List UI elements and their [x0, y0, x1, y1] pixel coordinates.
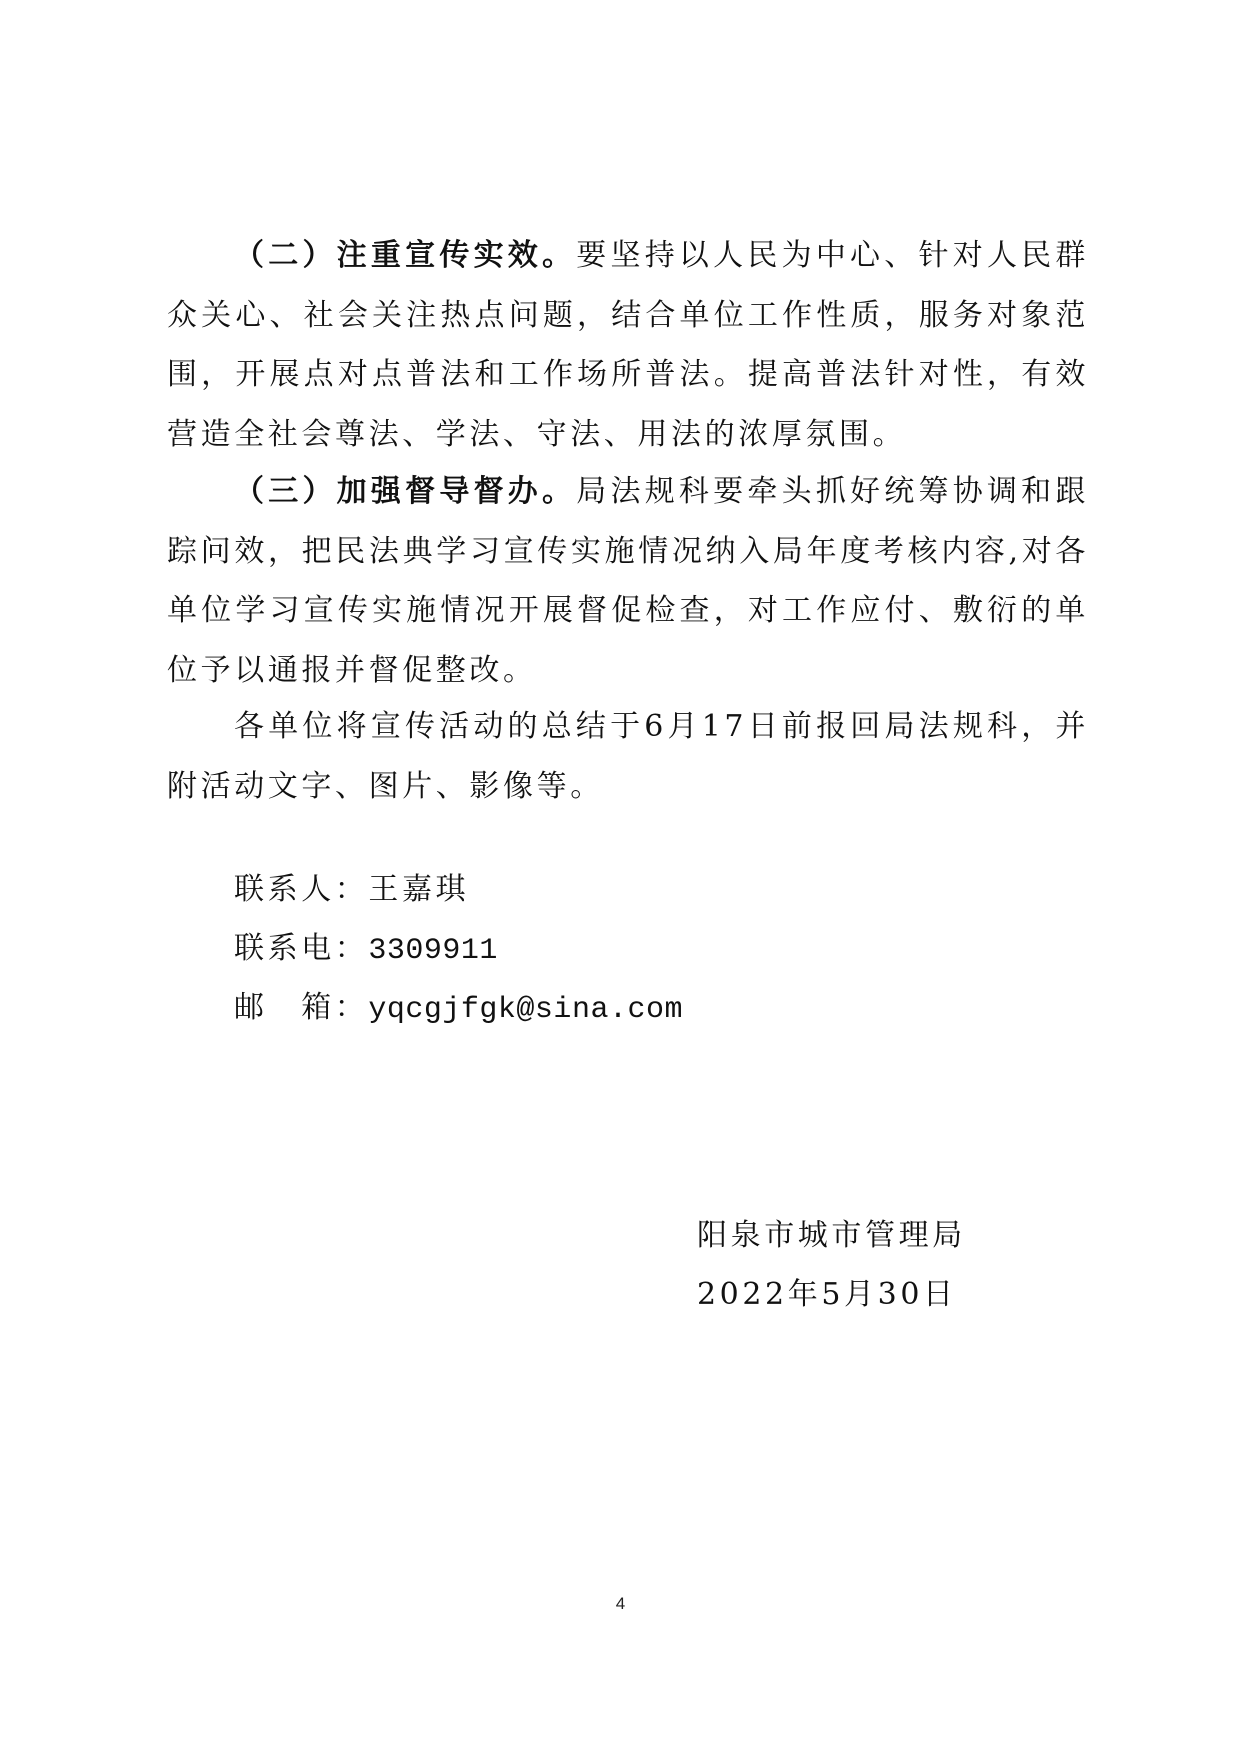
contact-phone-line [234, 929, 498, 971]
section-three-paragraph [167, 462, 1089, 700]
contact-email-line [234, 988, 683, 1030]
summary-deadline-body: 各单位将宣传活动的总结于6月17日前报回局法规科，并附活动文字、图片、影像等。 [167, 709, 1089, 804]
signature-organization: 阳泉市城市管理局 [697, 1218, 966, 1253]
section-three-heading: （三）加强督导督办。 [234, 474, 577, 509]
contact-person-label: 联系人： [234, 872, 369, 907]
contact-email-label: 邮 箱： [234, 990, 369, 1025]
contact-person-value: 王嘉琪 [368, 872, 470, 907]
signature-date: 2022年5月30日 [697, 1277, 957, 1312]
summary-deadline-paragraph [167, 697, 1089, 816]
contact-phone-value: 3309911 [368, 934, 498, 968]
contact-person-line [234, 870, 469, 910]
section-two-body: 要坚持以人民为中心、针对人民群众关心、社会关注热点问题，结合单位工作性质，服务对象范围，开展点对点普法和工作场所普法。提高普法针对性，有效营造全社会尊法、学法、守法、用法的浓厚氛围。 [167, 238, 1089, 452]
section-two-heading: （二）注重宣传实效。 [234, 238, 577, 273]
contact-email-value: yqcgjfgk@sina.com [368, 993, 683, 1027]
page-number: 4 [615, 1594, 626, 1613]
section-two-paragraph [167, 226, 1089, 464]
contact-phone-label: 联系电： [234, 931, 369, 966]
section-three-body: 局法规科要牵头抓好统筹协调和跟踪问效，把民法典学习宣传实施情况纳入局年度考核内容,对各单位学习宣传实施情况开展督促检查，对工作应付、敷衍的单位予以通报并督促整改。 [167, 474, 1089, 688]
